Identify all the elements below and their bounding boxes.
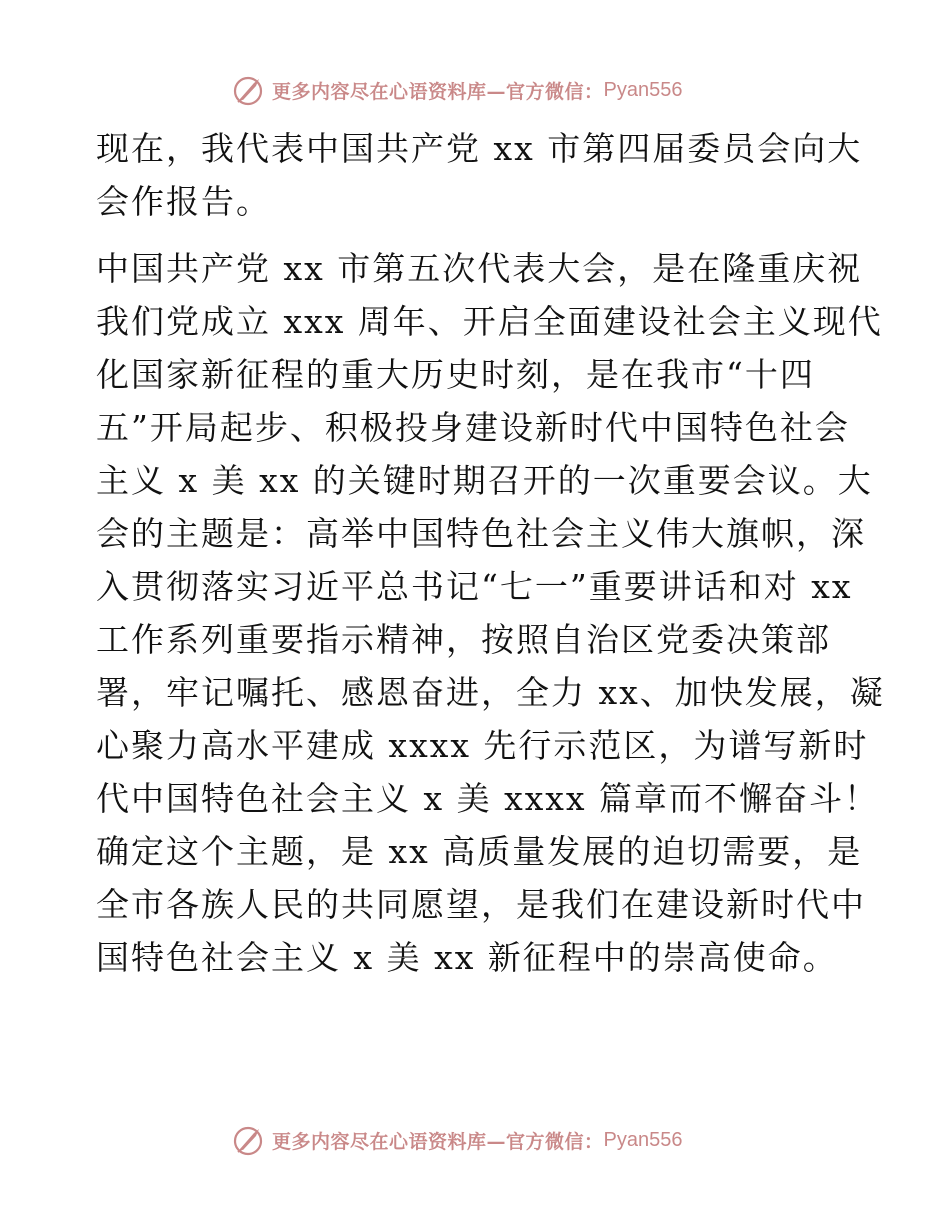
text-line: 署，牢记嘱托、感恩奋进，全力 xx、加快发展，凝	[96, 673, 885, 712]
text-line: 主义 x 美 xx 的关键时期召开的一次重要会议。大	[96, 461, 873, 500]
text-line: 会的主题是：高举中国特色社会主义伟大旗帜，深	[96, 514, 866, 553]
text-line: 五”开局起步、积极投身建设新时代中国特色社会	[96, 408, 850, 447]
paragraph-theme	[96, 242, 885, 984]
text-line: 会作报告。	[96, 182, 271, 221]
watermark-wechat-id: Pyan556	[603, 78, 683, 101]
footer-watermark	[232, 1122, 682, 1158]
watermark-wechat-id: Pyan556	[603, 1128, 683, 1151]
text-line: 现在，我代表中国共产党 xx 市第四届委员会向大	[96, 129, 863, 168]
text-line: 化国家新征程的重大历史时刻，是在我市“十四	[96, 355, 815, 394]
document-body	[96, 122, 885, 984]
text-line: 入贯彻落实习近平总书记“七一”重要讲话和对 xx	[96, 567, 853, 606]
text-line: 确定这个主题，是 xx 高质量发展的迫切需要，是	[96, 832, 863, 871]
watermark-text: 更多内容尽在心语资料库—官方微信：	[272, 80, 604, 103]
quill-pen-logo-icon	[232, 1123, 266, 1157]
paragraph-opening	[96, 122, 863, 228]
text-line: 中国共产党 xx 市第五次代表大会，是在隆重庆祝	[96, 249, 863, 288]
text-line: 我们党成立 xxx 周年、开启全面建设社会主义现代	[96, 302, 883, 341]
header-watermark	[232, 72, 682, 108]
text-line: 工作系列重要指示精神，按照自治区党委决策部	[96, 620, 831, 659]
text-line: 全市各族人民的共同愿望，是我们在建设新时代中	[96, 885, 866, 924]
watermark-text: 更多内容尽在心语资料库—官方微信：	[272, 1130, 604, 1153]
text-line: 代中国特色社会主义 x 美 xxxx 篇章而不懈奋斗！	[96, 779, 880, 818]
text-line: 国特色社会主义 x 美 xx 新征程中的崇高使命。	[96, 938, 838, 977]
text-line: 心聚力高水平建成 xxxx 先行示范区，为谱写新时	[96, 726, 869, 765]
quill-pen-logo-icon	[232, 73, 266, 107]
